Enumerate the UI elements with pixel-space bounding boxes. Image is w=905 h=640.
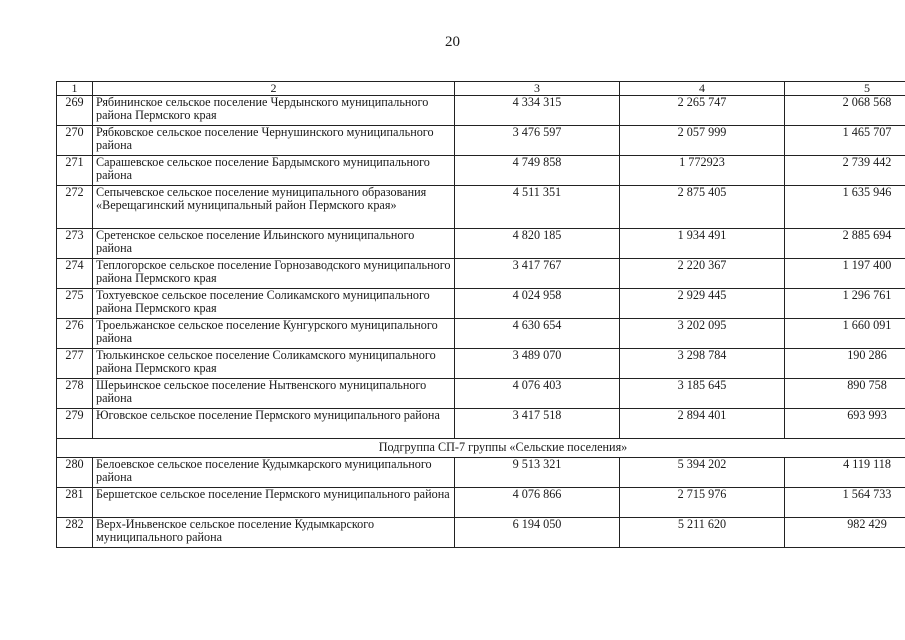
row-number: 279 [57,409,93,439]
budget-table [56,81,905,548]
value-col-4: 5 211 620 [620,518,785,548]
value-col-3: 4 749 858 [455,156,620,186]
value-col-4: 2 929 445 [620,289,785,319]
value-col-4: 3 298 784 [620,349,785,379]
value-col-4: 2 875 405 [620,186,785,229]
value-col-5: 982 429 [785,518,905,548]
settlement-name: Белоевское сельское поселение Кудымкарского муниципального района [93,458,455,488]
settlement-name: Тюлькинское сельское поселение Соликамского муниципального района Пермского края [93,349,455,379]
value-col-3: 4 076 866 [455,488,620,518]
row-number: 278 [57,379,93,409]
value-col-4: 2 715 976 [620,488,785,518]
value-col-5: 1 660 091 [785,319,905,349]
row-number: 281 [57,488,93,518]
settlement-name: Теплогорское сельское поселение Горнозаводского муниципального района Пермского края [93,259,455,289]
value-col-3: 3 417 767 [455,259,620,289]
value-col-3: 4 820 185 [455,229,620,259]
settlement-name: Сарашевское сельское поселение Бардымского муниципального района [93,156,455,186]
value-col-3: 6 194 050 [455,518,620,548]
value-col-3: 3 476 597 [455,126,620,156]
table-row [57,229,905,259]
value-col-4: 2 894 401 [620,409,785,439]
value-col-4: 2 265 747 [620,96,785,126]
settlement-name: Бершетское сельское поселение Пермского муниципального района [93,488,455,518]
row-number: 273 [57,229,93,259]
settlement-name: Верх-Иньвенское сельское поселение Кудымкарского муниципального района [93,518,455,548]
value-col-5: 1 635 946 [785,186,905,229]
table-row [57,458,905,488]
row-number: 270 [57,126,93,156]
value-col-4: 3 185 645 [620,379,785,409]
value-col-3: 4 024 958 [455,289,620,319]
row-number: 282 [57,518,93,548]
table-row [57,319,905,349]
value-col-5: 693 993 [785,409,905,439]
header-col-5: 5 [785,82,905,96]
value-col-5: 1 564 733 [785,488,905,518]
settlement-name: Сретенское сельское поселение Ильинского муниципального района [93,229,455,259]
table-row [57,96,905,126]
table-row [57,488,905,518]
value-col-3: 9 513 321 [455,458,620,488]
value-col-5: 190 286 [785,349,905,379]
value-col-3: 4 076 403 [455,379,620,409]
row-number: 275 [57,289,93,319]
value-col-3: 4 511 351 [455,186,620,229]
value-col-5: 2 739 442 [785,156,905,186]
row-number: 274 [57,259,93,289]
table-row [57,156,905,186]
row-number: 277 [57,349,93,379]
settlement-name: Юговское сельское поселение Пермского муниципального района [93,409,455,439]
value-col-3: 3 417 518 [455,409,620,439]
header-col-4: 4 [620,82,785,96]
settlement-name: Рябининское сельское поселение Чердынского муниципального района Пермского края [93,96,455,126]
subgroup-title: Подгруппа СП-7 группы «Сельские поселения» [57,439,905,458]
value-col-4: 1 934 491 [620,229,785,259]
table-row [57,126,905,156]
value-col-3: 4 630 654 [455,319,620,349]
row-number: 271 [57,156,93,186]
value-col-5: 4 119 118 [785,458,905,488]
table-row [57,409,905,439]
value-col-3: 3 489 070 [455,349,620,379]
settlement-name: Шерьинское сельское поселение Нытвенского муниципального района [93,379,455,409]
value-col-5: 1 296 761 [785,289,905,319]
row-number: 276 [57,319,93,349]
value-col-4: 3 202 095 [620,319,785,349]
table-row [57,379,905,409]
row-number: 280 [57,458,93,488]
value-col-4: 5 394 202 [620,458,785,488]
value-col-5: 1 197 400 [785,259,905,289]
settlement-name: Троельжанское сельское поселение Кунгурского муниципального района [93,319,455,349]
row-number: 269 [57,96,93,126]
value-col-5: 1 465 707 [785,126,905,156]
header-col-2: 2 [93,82,455,96]
page-number: 20 [445,34,460,50]
value-col-5: 2 885 694 [785,229,905,259]
settlement-name: Рябковское сельское поселение Чернушинского муниципального района [93,126,455,156]
value-col-4: 2 057 999 [620,126,785,156]
table-header-row [57,82,905,96]
header-col-1: 1 [57,82,93,96]
value-col-5: 2 068 568 [785,96,905,126]
table-row [57,186,905,229]
settlement-name: Тохтуевское сельское поселение Соликамского муниципального района Пермского края [93,289,455,319]
row-number: 272 [57,186,93,229]
table-row [57,349,905,379]
table-row [57,518,905,548]
subgroup-header-row [57,439,905,458]
table-row [57,289,905,319]
value-col-4: 2 220 367 [620,259,785,289]
value-col-5: 890 758 [785,379,905,409]
table-row [57,259,905,289]
header-col-3: 3 [455,82,620,96]
value-col-3: 4 334 315 [455,96,620,126]
value-col-4: 1 772923 [620,156,785,186]
settlement-name: Сепычевское сельское поселение муниципального образования «Верещагинский муниципальный район Пермского края» [93,186,455,229]
